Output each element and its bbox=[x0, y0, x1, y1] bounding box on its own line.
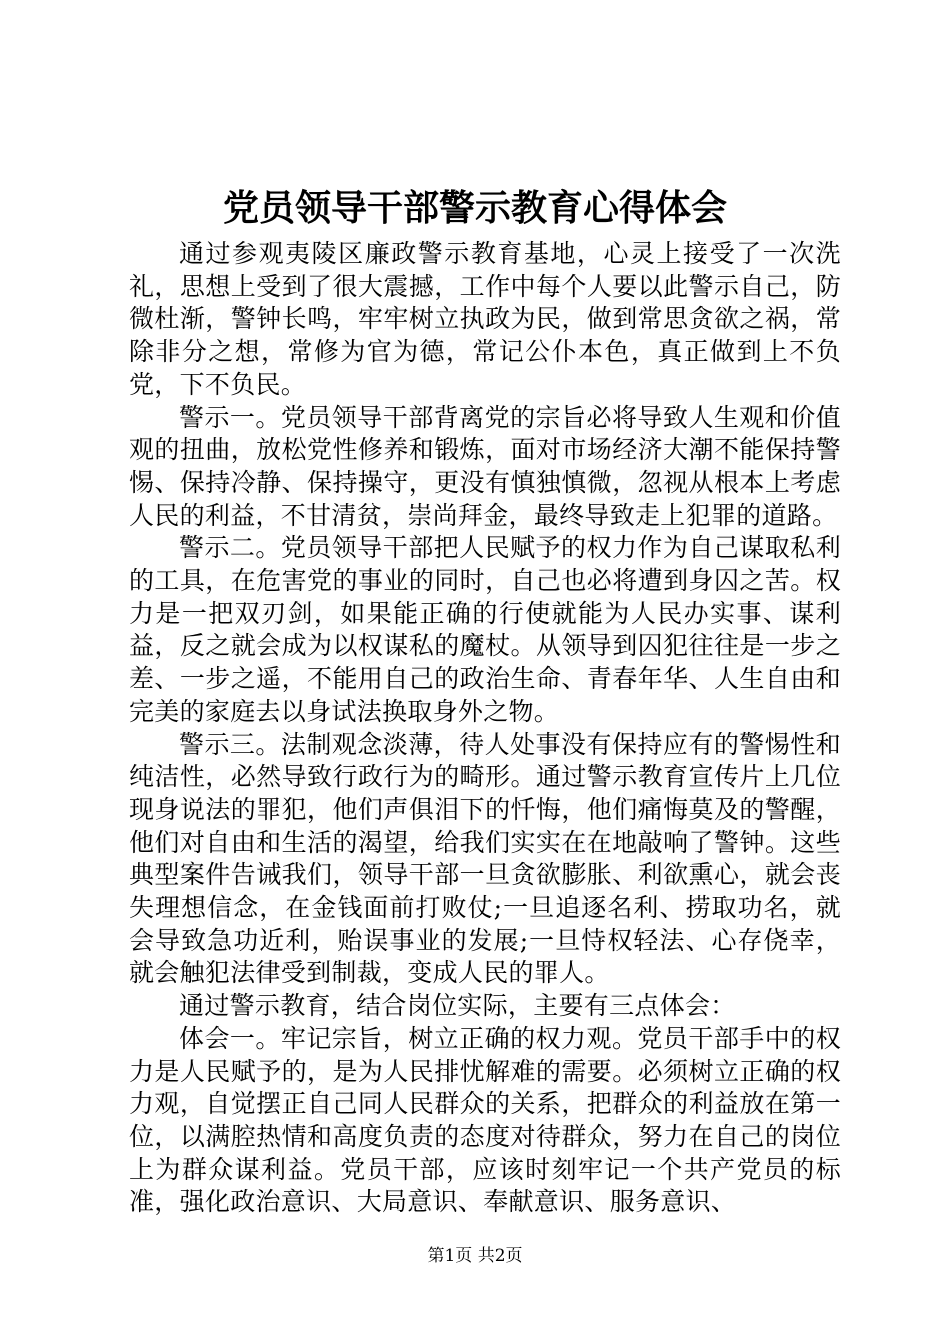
document-body bbox=[129, 238, 841, 1219]
paragraph-intro: 通过参观夷陵区廉政警示教育基地，心灵上接受了一次洗礼，思想上受到了很大震撼，工作中每个人要以此警示自己，防微杜渐，警钟长鸣，牢牢树立执政为民，做到常思贪欲之祸，常除非分之想，常修为官为德，常记公仆本色，真正做到上不负党，下不负民。 bbox=[129, 239, 841, 399]
paragraph-summary-intro: 通过警示教育，结合岗位实际，主要有三点体会： bbox=[179, 991, 736, 1021]
page-number-label: 第1页 共2页 bbox=[427, 1246, 523, 1266]
paragraph-warning-3: 警示三。法制观念淡薄，待人处事没有保持应有的警惕性和纯洁性，必然导致行政行为的畸形。通过警示教育宣传片上几位现身说法的罪犯，他们声俱泪下的忏悔，他们痛悔莫及的警醒，他们对自由和生活的渴望，给我们实实在在地敲响了警钟。这些典型案件告诫我们，领导干部一旦贪欲膨胀、利欲熏心，就会丧失理想信念，在金钱面前打败仗;一旦追逐名利、捞取功名，就会导致急功近利，贻误事业的发展;一旦恃权轻法、心存侥幸，就会触犯法律受到制裁，变成人民的罪人。 bbox=[129, 729, 841, 988]
paragraph-insight-1: 体会一。牢记宗旨，树立正确的权力观。党员干部手中的权力是人民赋予的，是为人民排忧解难的需要。必须树立正确的权力观，自觉摆正自己同人民群众的关系，把群众的利益放在第一位，以满腔热情和高度负责的态度对待群众，努力在自己的岗位上为群众谋利益。党员干部，应该时刻牢记一个共产党员的标准，强化政治意识、大局意识、奉献意识、服务意识、 bbox=[129, 1023, 841, 1217]
document-title: 党员领导干部警示教育心得体会 bbox=[222, 187, 727, 229]
page-footer bbox=[0, 1245, 950, 1267]
paragraph-warning-2: 警示二。党员领导干部把人民赋予的权力作为自己谋取私利的工具，在危害党的事业的同时，自己也必将遭到身囚之苦。权力是一把双刃剑，如果能正确的行使就能为人民办实事、谋利益，反之就会成为以权谋私的魔杖。从领导到囚犯往往是一步之差、一步之遥，不能用自己的政治生命、青春年华、人生自由和完美的家庭去以身试法换取身外之物。 bbox=[129, 533, 841, 726]
paragraph-warning-1: 警示一。党员领导干部背离党的宗旨必将导致人生观和价值观的扭曲，放松党性修养和锻炼，面对市场经济大潮不能保持警惕、保持冷静、保持操守，更没有慎独慎微，忽视从根本上考虑人民的利益，不甘清贫，崇尚拜金，最终导致走上犯罪的道路。 bbox=[129, 402, 841, 530]
